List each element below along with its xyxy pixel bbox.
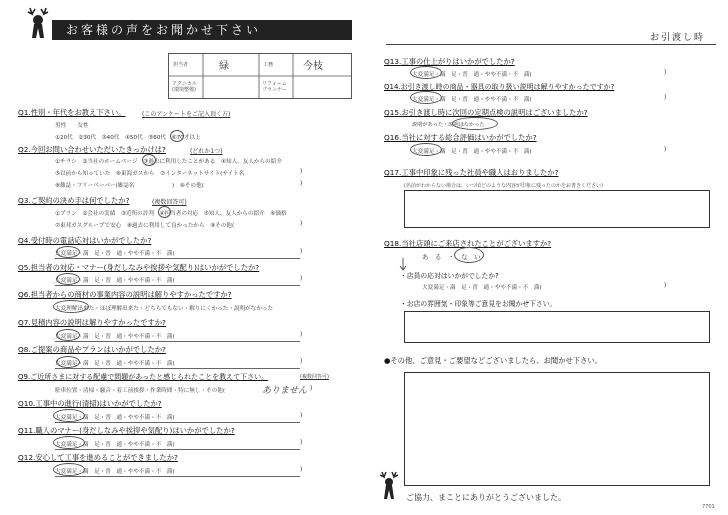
q4-answer-circle	[56, 246, 80, 258]
q4-title: Q4.受付時の電話応対はいかがでしたか?	[18, 236, 152, 245]
q11-options: 大変満足・満 足・普 通・やや不満・不 満(	[55, 442, 175, 448]
q2-row3: ⑧雑誌・フリーペーパー(雑誌名	[55, 183, 135, 189]
q7-answer-circle	[56, 329, 80, 341]
q3-note: (複数回答可)	[152, 199, 187, 206]
q9-title: Q9.ご近所さまに対する配慮で問題があったと感じられたことを教えて下さい。	[18, 373, 269, 381]
q6-answer-circle	[53, 300, 89, 313]
q8-answer-circle	[56, 356, 80, 368]
q18-sub1-options: 大変満足・満 足・普 通・やや不満・不 満(	[422, 285, 542, 291]
q2-title: Q2.今回お問い合わせいただいたきっかけは?	[18, 145, 166, 154]
q10-title: Q10.工事中の進行(清掃)はいかがでしたか?	[18, 399, 162, 408]
q7-title: Q7.見積内容の説明は解りやすかったですか?	[18, 318, 166, 327]
q14-options: 大変満足・満 足・普 通・やや不満・不 満(	[412, 97, 532, 103]
q1-note: (このアンケートをご記入頂く方)	[142, 111, 231, 118]
q2-note: (どれか1つ)	[190, 148, 223, 155]
delivery-label: お引渡し時	[650, 33, 706, 43]
q1-answer-circle	[170, 130, 184, 142]
q10-answer-circle	[53, 409, 85, 422]
q18-sub2: ・お店の雰囲気・印象等ご意見をお聞かせ下さい。	[400, 300, 557, 308]
q14-answer-circle	[410, 91, 442, 104]
q8-options: 大変満足・満 足・普 通・やや不満・不 満(	[55, 361, 175, 367]
q5-title: Q5.担当者の対応・マナー(身だしなみや挨拶や気配り)はいかがでしたか?	[18, 263, 260, 272]
q17-answer-box[interactable]	[404, 190, 710, 228]
other-comments-box[interactable]	[404, 372, 710, 486]
q6-options: 大変理解出来た・ほぼ理解出来た・どちらでもない・解りにくかった・説明がなかった	[55, 306, 274, 312]
q1-title: Q1.性別・年代をお教え下さい。	[18, 108, 126, 117]
other-comments-heading: ●その他、ご意見・ご要望などございましたら、お聞かせ下さい。	[384, 356, 602, 365]
q1-ages: ①20代 ②30代 ③40代 ④50代 ⑤60代 ⑥70才以上	[55, 135, 201, 141]
q16-options: 大変満足・満 足・普 通・やや不満・不 満(	[412, 149, 532, 155]
q9-handwritten: ありません	[262, 386, 308, 396]
q17-note: (名前がわからない場合は、いつ頃どのような内容が印象に残ったのかをお書きください)	[404, 183, 603, 189]
q15-title: Q15.お引き渡し時に次回の定期点検の説明はございましたか?	[384, 108, 588, 117]
deer-logo-icon	[22, 6, 54, 40]
koumu-value: 今枝	[303, 61, 323, 72]
q3-title: Q3.ご契約の決め手は何でしたか?	[18, 196, 130, 205]
thanks-message: ご協力、まことにありがとうございました。	[406, 493, 566, 502]
q7-options: 大変満足・満 足・普 通・やや不満・不 満(	[55, 334, 175, 340]
right-page: お引渡し時 Q13.工事の仕上がりはいかがでしたか? 大変満足・満 足・普 通・やや不満・不 満( ) Q14.お引き渡し時の商品・器具の取り扱い説明は解りやすかったですか? 大変満足・満 足・普 通・やや不満・不 満( ) Q15.お引き渡し時に次回の定期点検の説明はございましたか? 説明があった・説明はなかった Q16.当社に対する総合評価はいかがでしたか? 大変満足・満 足・普 通・やや不満・不 満( ) Q17.工事中印象に残った社員や職人はおりましたか? (名前がわからない場合は、いつ頃どのような内容が印象に残ったのかをお書きください) Q18.当社店頭にご来店されたことがございますか? あ る ・ な い ・店員の応対はいかがでしたか? 大変満足・満 足・普 通・やや不満・不 満( ) ・お店の雰囲気・印象等ご意見をお聞かせ下さい。 ●その他、ご意見・ご要望などございましたら、お聞かせ下さい。 ご協力、まことにありがとうございました。 7701	[364, 0, 728, 515]
q1-sex: 男性 女性	[55, 123, 89, 129]
q14-title: Q14.お引き渡し時の商品・器具の取り扱い説明は解りやすかったですか?	[384, 83, 615, 91]
q9-note: (複数回答可)	[300, 374, 329, 380]
form-code: 7701	[702, 504, 715, 510]
q12-options: 大変満足・満 足・普 通・やや不満・不 満(	[55, 469, 175, 475]
q11-answer-circle	[53, 436, 85, 449]
q13-title: Q13.工事の仕上がりはいかがでしたか?	[384, 57, 515, 66]
q2-answer-circle	[142, 154, 156, 166]
q18-opinion-box[interactable]	[404, 311, 710, 343]
q10-options: 大変満足・満 足・普 通・やや不満・不 満(	[55, 415, 175, 421]
advisor-label: アクニカル (環境整備)	[172, 81, 197, 93]
staff-table	[168, 53, 352, 99]
q2-row1: ①チラシ ②当社のホームページ ③過去に利用したことがある ④知人、友人からの紹介	[55, 159, 282, 165]
q8-title: Q8.ご提案の商品やプランはいかがでしたか?	[18, 345, 166, 354]
q16-answer-circle	[410, 143, 442, 156]
q6-title: Q6.担当者からの商材の事業内容の説明は解りやすかったですか?	[18, 290, 232, 299]
q12-answer-circle	[53, 463, 85, 476]
q15-answer-circle	[452, 117, 498, 130]
q5-answer-circle	[56, 273, 80, 285]
q18-title: Q18.当社店頭にご来店されたことがございますか?	[384, 239, 552, 248]
tanto-label: 担当者	[173, 62, 189, 68]
q18-answer-circle	[454, 247, 484, 263]
tanto-value: 緑	[219, 61, 229, 72]
q4-options: 大変満足・満 足・普 通・やや不満・不 満(	[55, 251, 175, 257]
q13-options: 大変満足・満 足・普 通・やや不満・不 満(	[412, 72, 532, 78]
reform-label: リフォーム プランナー	[262, 81, 288, 93]
q2-row3b: ) ⑨その他(	[172, 183, 204, 189]
q5-options: 大変満足・満 足・普 通・やや不満・不 満(	[55, 278, 175, 284]
q9-options: 駐車位置・清掃・騒音・着工前挨拶・作業時間・特に無し・その他(	[55, 388, 225, 394]
q18-yesno: あ る ・ な い	[422, 253, 481, 261]
koumu-label: 工務	[263, 62, 274, 68]
q3-row2: ⑦東邦ガスグループで安心 ⑧過去に利用して良かったから ⑨その他(	[55, 223, 235, 229]
left-page: お客様の声をお聞かせ下さい 担当者 緑 工務 今枝 アクニカル (環境整備) リフォーム プランナー Q1.性別・年代をお教え下さい。 (このアンケートをご記入頂く方) 男性 女性 ①20代 ②30代 ③40代 ④50代 ⑤60代 ⑥70才以上 Q2.今回お問い合わせいただいたきっかけは? (どれか1つ) ①チラシ ②当社のホームページ ③過去に利用したことがある ④知人、友人からの紹介 ⑤以前から知っていた ⑥東海ガスから ⑦インターネットサイト(サイト名 ) ⑧雑誌・フリーペーパー(雑誌名 ) ⑨その他( ) Q3.ご契約の決め手は何でしたか? (複数回答可) ①プラン ②会社の実績 ③近所の評判 ④担当者の対応 ⑤知人、友人からの紹介 ⑥価格 ⑦東邦ガスグループで安心 ⑧過去に利用して良かったから ⑨その他( ) Q4.受付時の電話応対はいかがでしたか? 大変満足・満 足・普 通・やや不満・不 満( ) Q5.担当者の対応・マナー(身だしなみや挨拶や気配り)はいかがでしたか? 大変満足・満 足・普 通・やや不満・不 満( ) Q6.担当者からの商材の事業内容の説明は解りやすかったですか? 大変理解出来た・ほぼ理解出来た・どちらでもない・解りにくかった・説明がなかった Q7.見積内容の説明は解りやすかったですか? 大変満足・満 足・普 通・やや不満・不 満( ) Q8.ご提案の商品やプランはいかがでしたか? 大変満足・満 足・普 通・やや不満・不 満( ) Q9.ご近所さまに対する配慮で問題があったと感じられたことを教えて下さい。 (複数回答可) 駐車位置・清掃・騒音・着工前挨拶・作業時間・特に無し・その他( ありません ) Q10.工事中の進行(清掃)はいかがでしたか? 大変満足・満 足・普 通・やや不満・不 満( ) Q11.職人のマナー(身だしなみや挨拶や気配り)はいかがでしたか? 大変満足・満 足・普 通・やや不満・不 満( ) Q12.安心して工事を進めることができましたか? 大変満足・満 足・普 通・やや不満・不 満( )	[0, 0, 364, 515]
q3-answer-circle	[158, 206, 171, 218]
q11-title: Q11.職人のマナー(身だしなみや挨拶や気配り)はいかがでしたか?	[18, 426, 235, 435]
q2-row2: ⑤以前から知っていた ⑥東海ガスから ⑦インターネットサイト(サイト名	[55, 171, 245, 177]
q15-options: 説明があった・説明はなかった	[412, 122, 485, 128]
q3-row1: ①プラン ②会社の実績 ③近所の評判 ④担当者の対応 ⑤知人、友人からの紹介 ⑥価格	[55, 211, 287, 217]
deer-mascot-icon	[376, 470, 402, 500]
survey-title: お客様の声をお聞かせ下さい	[52, 20, 352, 40]
q17-title: Q17.工事中印象に残った社員や職人はおりましたか?	[384, 168, 559, 177]
q12-title: Q12.安心して工事を進めることができましたか?	[18, 453, 178, 462]
q18-sub1: ・店員の応対はいかがでしたか?	[400, 272, 499, 280]
q16-title: Q16.当社に対する総合評価はいかがでしたか?	[384, 133, 537, 142]
q13-answer-circle	[410, 66, 442, 79]
